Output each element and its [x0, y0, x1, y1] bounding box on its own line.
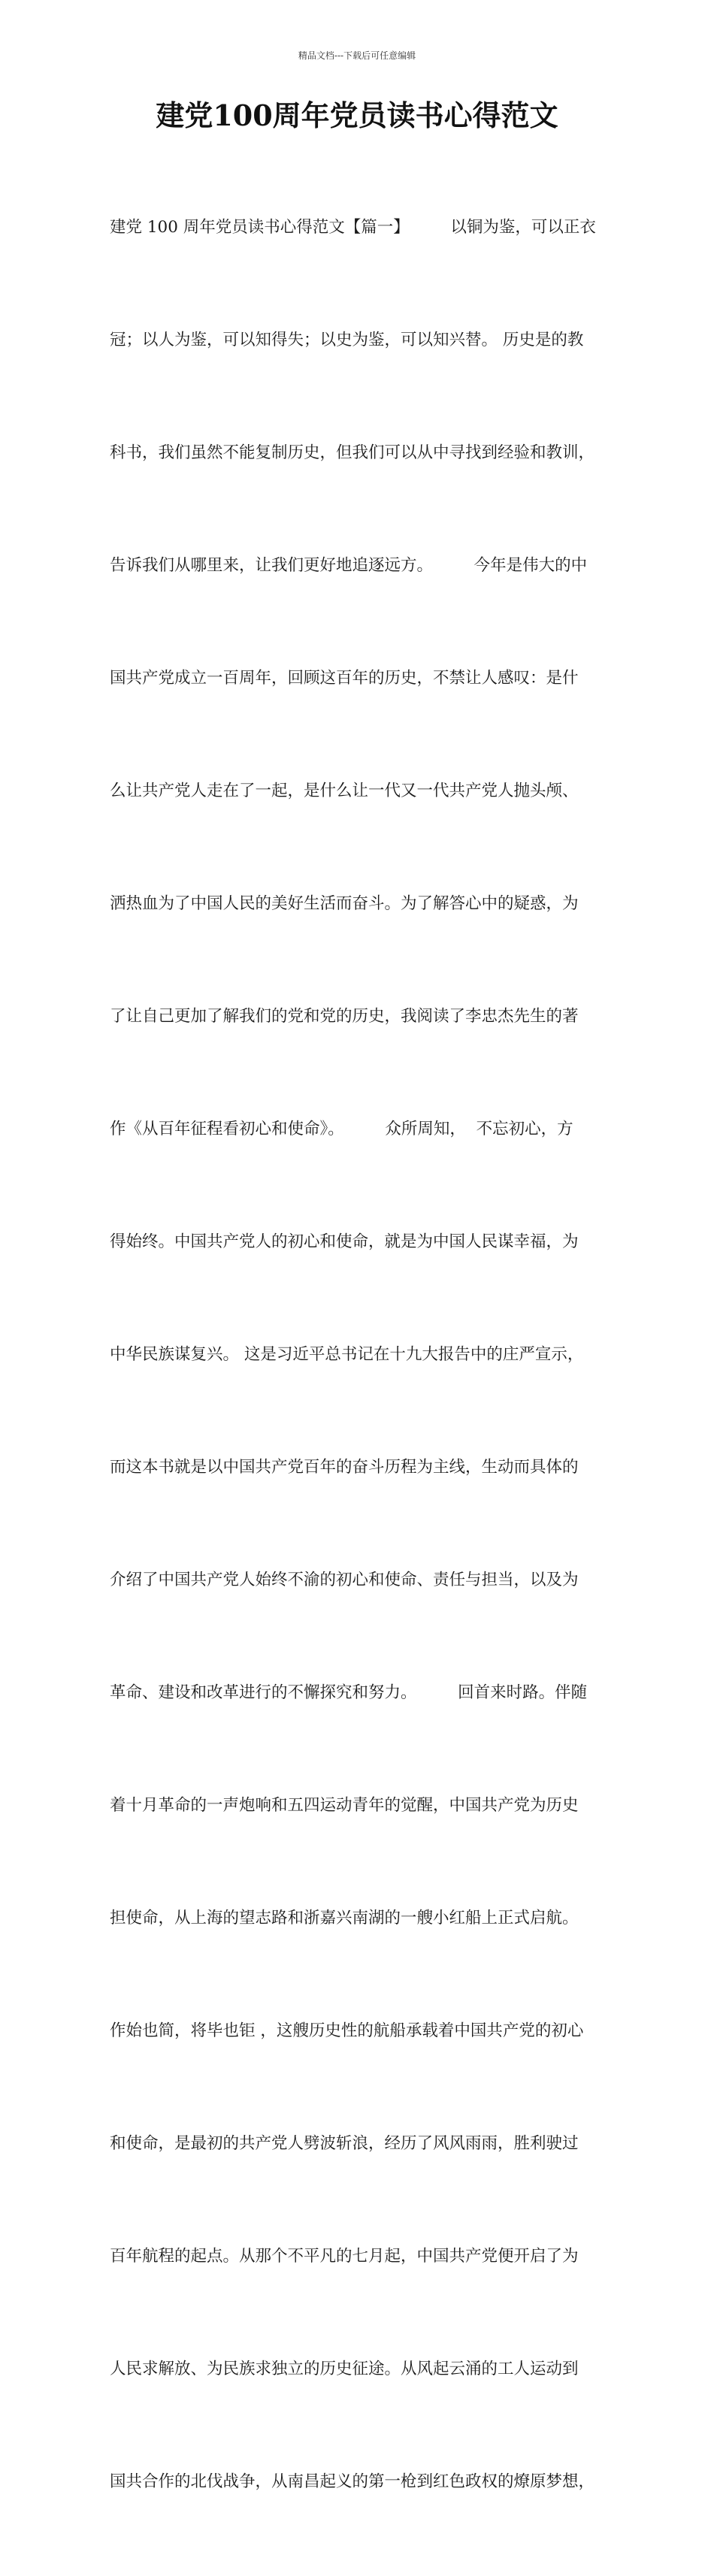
- body-line: 革命、建设和改革进行的不懈探究和努力。 回首来时路。伴随: [110, 1683, 588, 1702]
- body-line: 作始也简，将毕也钜 ，这艘历史性的航船承载着中国共产党的初心: [110, 2021, 584, 2040]
- document-body: [110, 134, 628, 2576]
- body-line: 么让共产党人走在了一起，是什么让一代又一代共产党人抛头颅、: [110, 782, 579, 800]
- body-line: 国共产党成立一百周年，回顾这百年的历史，不禁让人感叹：是什: [110, 669, 579, 688]
- header-note: 精品文档---下载后可任意编辑: [298, 50, 416, 61]
- body-line: 建党 100 周年党员读书心得范文【篇一】 以铜为鉴，可以正衣: [110, 218, 596, 237]
- body-line: 作《从百年征程看初心和使命》。 众所周知， 不忘初心，方: [110, 1120, 573, 1138]
- body-line: 担使命，从上海的望志路和浙嘉兴南湖的一艘小红船上正式启航。: [110, 1909, 579, 1927]
- body-line: 中华民族谋复兴。 这是习近平总书记在十九大报告中的庄严宣示，: [110, 1345, 584, 1364]
- body-line: 得始终。中国共产党人的初心和使命，就是为中国人民谋幸福，为: [110, 1232, 579, 1251]
- body-line: 和使命，是最初的共产党人劈波斩浪，经历了风风雨雨，胜利驶过: [110, 2134, 579, 2153]
- body-line: 人民求解放、为民族求独立的历史征途。从风起云涌的工人运动到: [110, 2360, 579, 2378]
- body-line: 国共合作的北伐战争，从南昌起义的第一枪到红色政权的燎原梦想，: [110, 2472, 595, 2491]
- body-line: 而这本书就是以中国共产党百年的奋斗历程为主线，生动而具体的: [110, 1458, 579, 1477]
- body-line: 着十月革命的一声炮响和五四运动青年的觉醒，中国共产党为历史: [110, 1796, 579, 1815]
- body-line: 了让自己更加了解我们的党和党的历史，我阅读了李忠杰先生的著: [110, 1007, 579, 1026]
- document-title: 建党100周年党员读书心得范文: [156, 98, 558, 132]
- body-line: 冠；以人为鉴，可以知得失；以史为鉴，可以知兴替。 历史是的教: [110, 331, 584, 349]
- body-line: 科书，我们虽然不能复制历史，但我们可以从中寻找到经验和教训，: [110, 443, 595, 462]
- body-line: 介绍了中国共产党人始终不渝的初心和使命、责任与担当，以及为: [110, 1571, 579, 1589]
- body-line: 百年航程的起点。从那个不平凡的七月起，中国共产党便开启了为: [110, 2247, 579, 2266]
- body-line: 洒热血为了中国人民的美好生活而奋斗。为了解答心中的疑惑，为: [110, 894, 579, 913]
- body-line: 告诉我们从哪里来，让我们更好地追逐远方。 今年是伟大的中: [110, 556, 588, 575]
